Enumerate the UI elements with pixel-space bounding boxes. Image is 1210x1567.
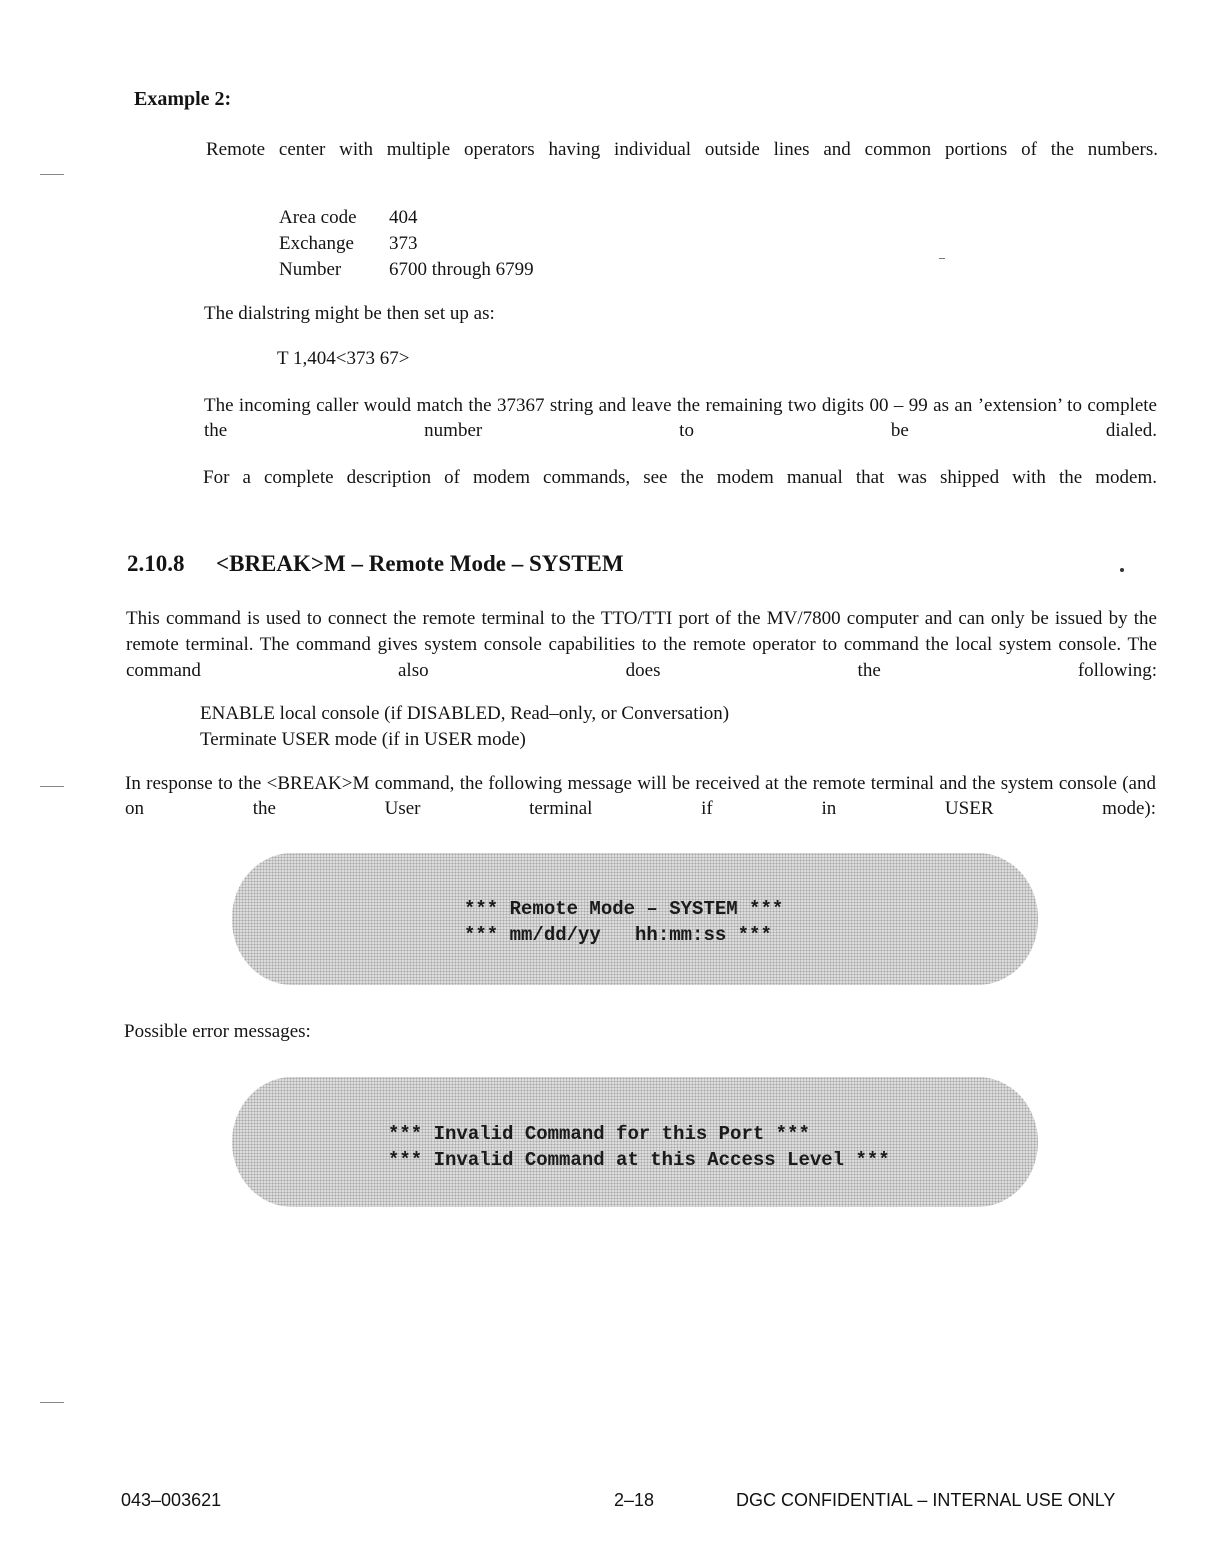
scan-mark [40,786,64,787]
section-title: <BREAK>M – Remote Mode – SYSTEM [216,551,624,576]
error-line: *** Invalid Command for this Port *** [388,1123,810,1145]
scan-mark [40,1402,64,1403]
field-value: 373 [389,233,418,254]
field-area-code [279,205,679,231]
action-item: ENABLE local console (if DISABLED, Read–only, or Conversation) [200,703,730,724]
field-label: Exchange [279,233,354,254]
scan-mark [1120,568,1124,572]
example-intro: Remote center with multiple operators having individual outside lines and common portions of the numbers. [206,139,1158,160]
message-line: *** Remote Mode – SYSTEM *** [464,898,784,920]
errors-label: Possible error messages: [124,1021,311,1042]
error-box [232,1077,1038,1207]
example-heading: Example 2: [134,88,232,110]
field-label: Number [279,259,342,280]
scan-mark [939,258,945,259]
field-exchange [279,231,679,257]
message-box [232,853,1038,985]
modem-paragraph: For a complete description of modem commands, see the modem manual that was shipped with the modem. [203,467,1157,488]
scan-mark [40,174,64,175]
section-number: 2.10.8 [127,551,185,576]
action-list [200,701,729,753]
field-value: 6700 through 6799 [389,259,534,280]
response-paragraph: In response to the <BREAK>M command, the following message will be received at the remote terminal and the system console (and on the User terminal if in USER mode): [125,773,1156,819]
field-value: 404 [389,207,418,228]
dialstring: T 1,404<373 67> [277,348,410,369]
field-label: Area code [279,207,357,228]
section-paragraph: This command is used to connect the remote terminal to the TTO/TTI port of the MV/7800 computer and can only be issued by the remote terminal. The command gives system console capabilities to the remote operator to command the local system console. The command also does the following: [126,608,1157,681]
message-line: *** mm/dd/yy hh:mm:ss *** [464,924,772,946]
page-number: 2–18 [614,1490,655,1510]
dialstring-intro: The dialstring might be then set up as: [204,303,495,324]
section-heading [127,551,624,577]
doc-number: 043–003621 [121,1490,222,1510]
confidential-notice: DGC CONFIDENTIAL – INTERNAL USE ONLY [736,1490,1116,1510]
action-item: Terminate USER mode (if in USER mode) [200,729,526,750]
field-number [279,257,679,283]
error-line: *** Invalid Command at this Access Level *** [388,1149,890,1171]
incoming-paragraph: The incoming caller would match the 37367 string and leave the remaining two digits 00 – 99 as an ’extension’ to complete the number to be dialed. [204,395,1157,441]
